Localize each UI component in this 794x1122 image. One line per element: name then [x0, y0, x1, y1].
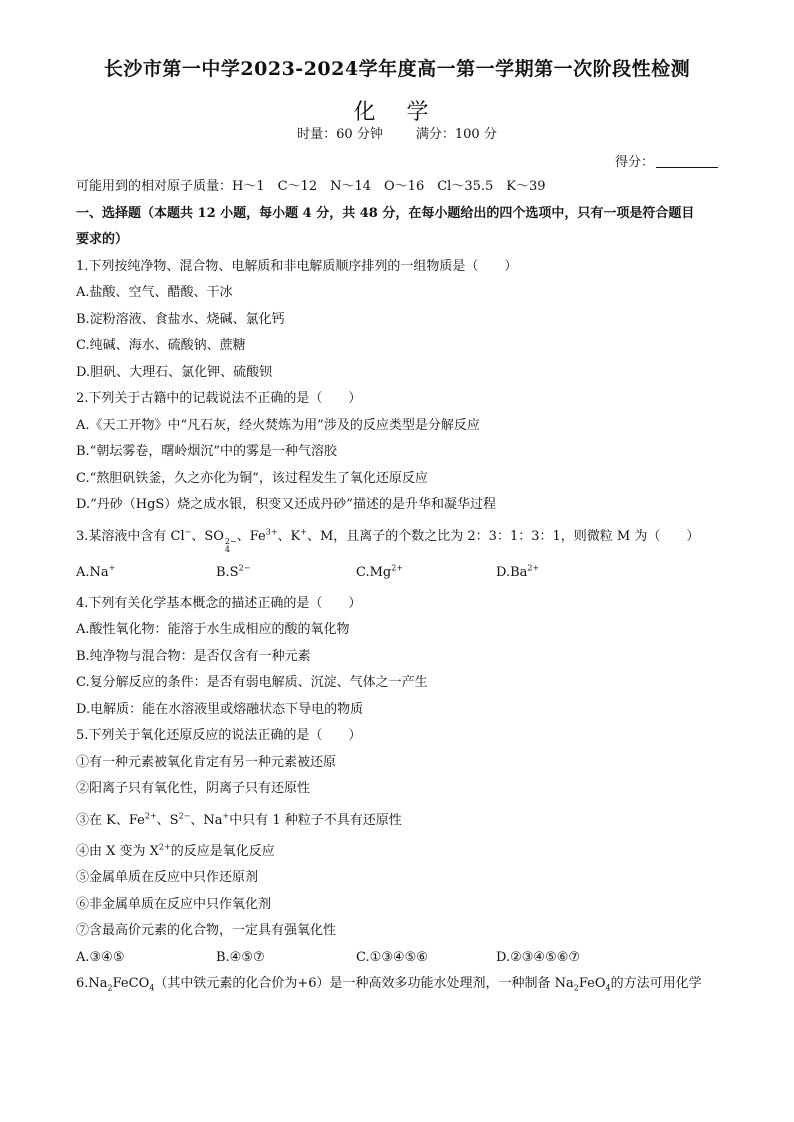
q6-text: FeO: [578, 976, 606, 991]
q6-subscript: 4: [605, 983, 611, 993]
question-2-option-b: B.“朝坛雾卷，曙岭烟沉”中的雾是一种气溶胶: [76, 444, 337, 459]
question-5-statement-1: ①有一种元素被氧化肯定有另一种元素被还原: [76, 754, 337, 770]
score-label: 得分：: [614, 155, 654, 170]
s4-charge: 2+: [158, 842, 171, 852]
question-3-option-b: [216, 555, 356, 591]
question-2-option-a: A.《天工开物》中“凡石灰，经火焚炼为用”涉及的反应类型是分解反应: [76, 417, 480, 433]
q6-subscript: 2: [573, 983, 579, 993]
q3-k-charge: +: [300, 527, 307, 537]
question-5-option-c: C.①③④⑤⑥: [356, 949, 428, 965]
option-text: D.Ba: [496, 564, 528, 580]
question-3-options: [76, 555, 726, 591]
q3-text: 、M，且离子的个数之比为 2：3：1：3：1，则微粒 M 为（ ）: [306, 528, 700, 544]
q3-so4-script: [225, 538, 237, 554]
s3-text: ③在 K、Fe: [76, 812, 145, 828]
q3-text: 、K: [277, 528, 301, 544]
question-3-stem: [76, 519, 726, 555]
atomic-masses: 可能用到的相对原子质量：H～1 C～12 N～14 O～16 Cl～35.5 K～39: [76, 179, 546, 194]
question-3-option-d: [496, 555, 636, 591]
question-3-option-c: [356, 555, 496, 591]
q6-text: 6.Na: [76, 976, 108, 991]
subject-title: 化 学: [353, 100, 441, 125]
question-1-option-c: C.纯碱、海水、硫酸钠、蔗糖: [76, 338, 246, 353]
q6-subscript: 2: [107, 983, 113, 993]
question-4-option-c: C.复分解反应的条件：是否有弱电解质、沉淀、气体之一产生: [76, 675, 428, 690]
question-1-option-d: D.胆矾、大理石、氯化钾、硫酸钡: [76, 364, 273, 380]
q3-fe-charge: 3+: [265, 527, 278, 537]
q6-text: FeCO: [112, 976, 150, 991]
s4-text: ④由 X 变为 X: [76, 843, 159, 859]
q3-cl-charge: −: [184, 527, 192, 537]
time-limit: 时量：60 分钟: [297, 127, 383, 142]
q3-so4-subscript: 4: [224, 544, 231, 554]
s3-s-charge: 2−: [178, 811, 191, 821]
option-text: A.Na: [76, 564, 109, 580]
question-1-stem: 1.下列按纯净物、混合物、电解质和非电解质顺序排列的一组物质是（ ）: [76, 258, 518, 274]
question-2-stem: 2.下列关于古籍中的记载说法不正确的是（ ）: [76, 391, 362, 406]
s3-text: 、Na: [190, 812, 223, 828]
option-charge: 2+: [527, 563, 540, 573]
question-5-statement-3: [76, 803, 726, 839]
s4-text: 的反应是氧化反应: [170, 843, 275, 859]
question-1-option-a: A.盐酸、空气、醋酸、干冰: [76, 285, 233, 300]
section-heading-cont: 要求的）: [76, 232, 129, 247]
option-charge: 2+: [391, 563, 404, 573]
question-2-option-d: D.“丹砂（HgS）烧之成水银，积变又还成丹砂”描述的是升华和凝华过程: [76, 497, 496, 512]
q3-text: 、SO: [191, 528, 224, 544]
question-5-statement-6: ⑥非金属单质在反应中只作氧化剂: [76, 896, 272, 912]
question-3-option-a: [76, 555, 216, 591]
exam-body: [76, 174, 726, 998]
q3-text: 3.某溶液中含有 Cl: [76, 528, 185, 544]
q6-text: 的方法可用化学: [610, 976, 702, 991]
question-1-option-b: B.淀粉溶液、食盐水、烧碱、氯化钙: [76, 311, 285, 327]
question-4-option-a: A.酸性氧化物：能溶于水生成相应的酸的氧化物: [76, 622, 350, 637]
section-heading: 一、选择题（本题共 12 小题，每小题 4 分，共 48 分，在每小题给出的四个选项中，只有一项是符合题目: [76, 205, 695, 221]
question-5-statement-4: [76, 839, 726, 866]
question-5-option-a: A.③④⑤: [76, 949, 125, 965]
score-field: [615, 151, 718, 170]
question-5-options: [76, 945, 726, 972]
q6-text: （其中铁元素的化合价为+6）是一种高效多功能水处理剂，一种制备 Na: [154, 976, 574, 991]
question-5-option-d: D.②③④⑤⑥⑦: [496, 949, 581, 965]
q3-text: 、Fe: [236, 528, 266, 544]
question-5-stem: 5.下列关于氧化还原反应的说法正确的是（ ）: [76, 728, 362, 743]
question-2-option-c: C.“熬胆矾铁釜，久之亦化为铜”，该过程发生了氧化还原反应: [76, 470, 428, 486]
s3-text: 、S: [156, 812, 179, 828]
question-5-statement-2: ②阳离子只有氧化性，阴离子只有还原性: [76, 781, 311, 796]
question-5-statement-5: ⑤金属单质在反应中只作还原剂: [76, 870, 259, 885]
question-6-stem: [76, 971, 726, 998]
question-5-option-b: B.④⑤⑦: [216, 949, 265, 965]
question-4-option-b: B.纯净物与混合物：是否仅含有一种元素: [76, 648, 311, 664]
score-blank: [656, 154, 718, 168]
s3-na-charge: +: [222, 811, 230, 821]
option-text: C.Mg: [356, 564, 392, 580]
q3-so4-charge: 2−: [224, 536, 237, 546]
question-5-statement-7: ⑦含最高价元素的化合物，一定具有强氧化性: [76, 923, 337, 938]
q6-subscript: 4: [149, 983, 155, 993]
s3-fe-charge: 2+: [144, 811, 157, 821]
option-text: B.S: [216, 564, 239, 580]
exam-meta: [0, 123, 794, 142]
question-4-option-d: D.电解质：能在水溶液里或熔融状态下导电的物质: [76, 701, 364, 717]
full-score: 满分：100 分: [415, 127, 497, 142]
question-4-stem: 4.下列有关化学基本概念的描述正确的是（ ）: [76, 595, 362, 611]
exam-title: 长沙市第一中学2023-2024学年度高一第一学期第一次阶段性检测: [103, 58, 691, 80]
option-charge: +: [108, 563, 116, 573]
option-charge: 2−: [238, 563, 251, 573]
s3-text: 中只有 1 种粒子不具有还原性: [229, 812, 402, 828]
